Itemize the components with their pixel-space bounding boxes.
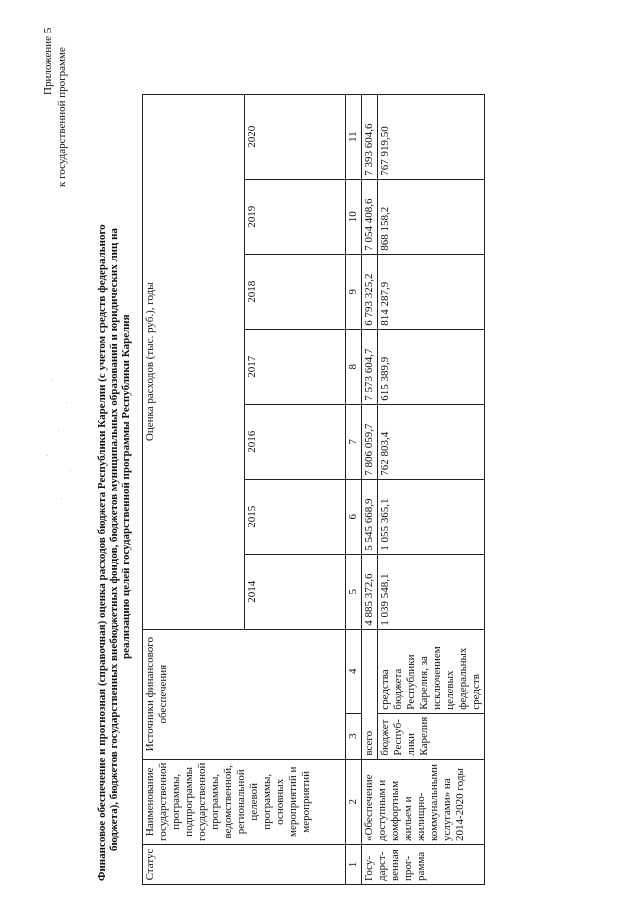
total-value: 7 806 059,7: [362, 404, 378, 479]
row-budget-label: бюджет Респуб-лики Карелия: [378, 713, 485, 759]
header-expense-estimate: Оценка расходов (тыс. руб.), годы: [143, 94, 245, 629]
budget-value: 767 919,50: [378, 94, 485, 179]
scan-speck: [61, 498, 62, 499]
total-value: 6 793 325,2: [362, 254, 378, 329]
budget-value: 615 389,9: [378, 329, 485, 404]
column-number: 4: [346, 629, 362, 713]
column-number: 8: [346, 329, 362, 404]
header-year: 2014: [244, 554, 346, 629]
header-status: Статус: [143, 845, 346, 885]
row-total-label: всего: [362, 629, 378, 759]
header-funding-sources: Источники финансового обеспечения: [143, 629, 346, 759]
header-year: 2018: [244, 254, 346, 329]
column-number: 11: [346, 94, 362, 179]
budget-value: 868 158,2: [378, 179, 485, 254]
budget-value: 762 803,4: [378, 404, 485, 479]
column-number: 10: [346, 179, 362, 254]
row-budget-detail: средства бюджета Республики Карелия, за исключением целевых федеральных средств: [378, 629, 485, 713]
document-title-line-1: Финансовое обеспечение и прогнозная (справочная) оценка расходов бюджета Республики Карелии (с учетом средств федерального: [96, 224, 108, 881]
header-year: 2015: [244, 479, 346, 554]
column-number: 6: [346, 479, 362, 554]
column-number: 7: [346, 404, 362, 479]
document-title-line-2: бюджета), бюджетов государственных внебюджетных фондов, бюджетов муниципальных образований и юридических лиц на: [108, 228, 120, 851]
header-program-name: Наименование государственной программы, подпрограммы государственной программы, ведомственной, региональной целевой программы, основных мероприятий и мероприятий: [143, 759, 346, 844]
budget-value: 1 055 365,1: [378, 479, 485, 554]
total-value: 7 054 408,6: [362, 179, 378, 254]
total-value: 7 393 604,6: [362, 94, 378, 179]
column-number: 1: [346, 845, 362, 885]
header-year: 2016: [244, 404, 346, 479]
column-number: 3: [346, 713, 362, 759]
appendix-number: Приложение 5: [42, 27, 54, 95]
document-title-line-3: реализацию целей государственной программы Республики Карелия: [120, 314, 132, 659]
scan-speck: [58, 430, 59, 431]
header-year: 2019: [244, 179, 346, 254]
scan-speck: [66, 402, 67, 403]
financing-table: [142, 94, 485, 885]
column-number: 5: [346, 554, 362, 629]
header-year: 2020: [244, 94, 346, 179]
scan-speck: [47, 455, 48, 456]
column-number-row: [346, 94, 362, 884]
table-row-total: [362, 94, 378, 884]
header-row-top: [143, 94, 245, 884]
column-number: 2: [346, 759, 362, 844]
total-value: 4 885 372,6: [362, 554, 378, 629]
total-value: 5 545 668,9: [362, 479, 378, 554]
scan-speck: [52, 380, 53, 381]
row-program-name: «Обеспечение доступным и комфортным жильем и жилищно-коммунальными услугами» на 2014-2020 годы: [362, 759, 485, 844]
budget-value: 1 039 548,1: [378, 554, 485, 629]
scan-speck: [70, 470, 71, 471]
budget-value: 814 287,9: [378, 254, 485, 329]
column-number: 9: [346, 254, 362, 329]
appendix-caption: к государственной программе: [56, 47, 68, 187]
header-year: 2017: [244, 329, 346, 404]
total-value: 7 573 604,7: [362, 329, 378, 404]
row-status: Госу-дарст-венная прог-рамма: [362, 845, 485, 885]
